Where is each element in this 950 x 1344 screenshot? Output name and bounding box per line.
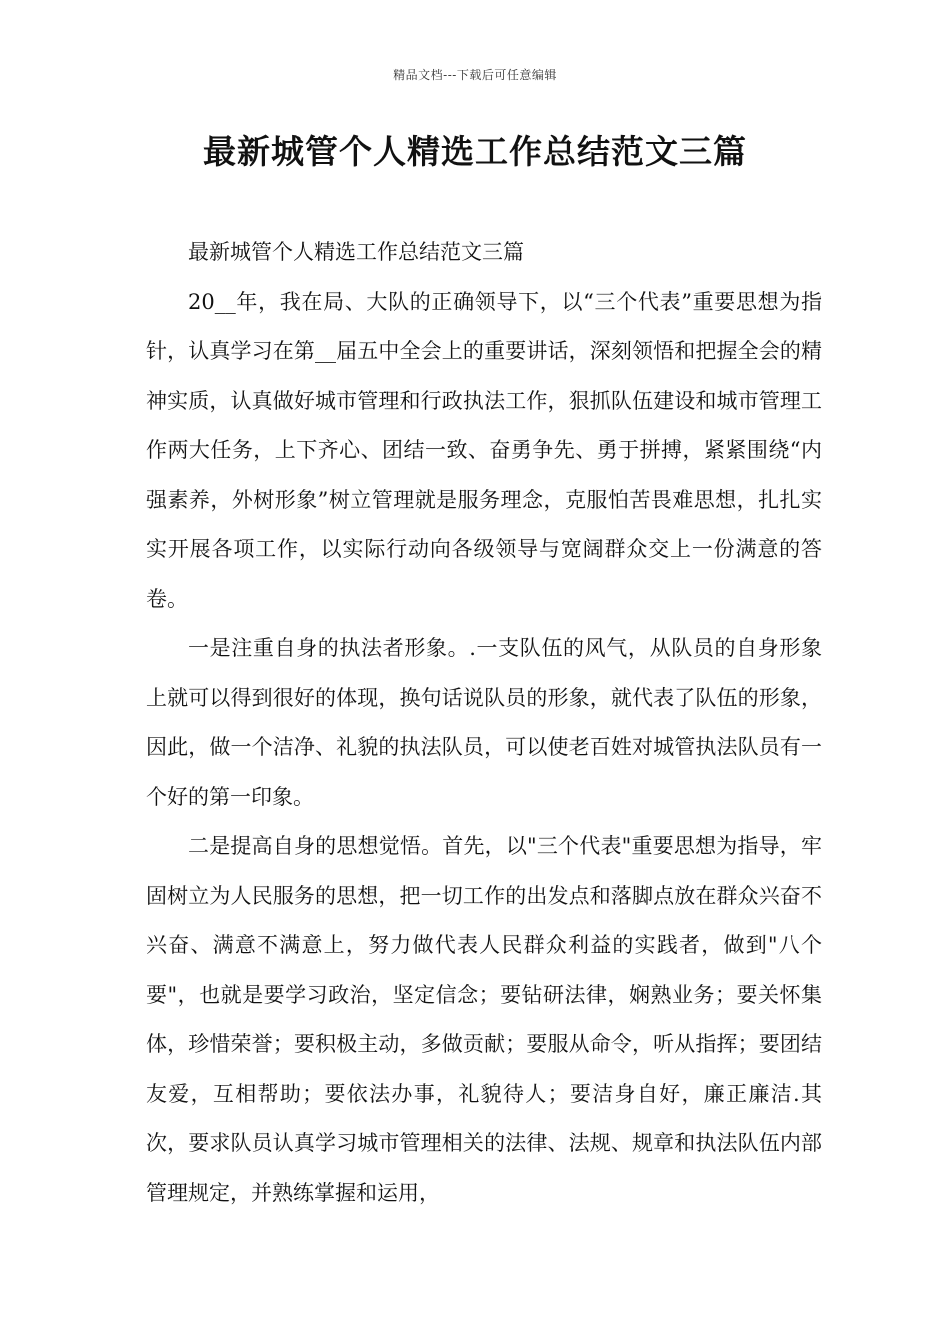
paragraph-point-one: 一是注重自身的执法者形象。.一支队伍的风气，从队员的自身形象上就可以得到很好的体现，换句话说队员的形象，就代表了队伍的形象，因此，做一个洁净、礼貌的执法队员，可以使老百姓对城管执法队员有一个好的第一印象。 (146, 636, 822, 809)
paragraph-point-two: 二是提高自身的思想觉悟。首先，以"三个代表"重要思想为指导，牢固树立为人民服务的思想，把一切工作的出发点和落脚点放在群众兴奋不兴奋、满意不满意上，努力做代表人民群众利益的实践者，做到"八个要"，也就是要学习政治，坚定信念；要钻研法律，娴熟业务；要关怀集体，珍惜荣誉；要积极主动，多做贡献；要服从命令，听从指挥；要团结友爱，互相帮助；要依法办事，礼貌待人；要洁身自好，廉正廉洁.其次，要求队员认真学习城市管理相关的法律、法规、规章和执法队伍内部管理规定，并熟练掌握和运用， (146, 834, 822, 1205)
document-body (146, 228, 822, 1218)
header-watermark: 精品文档---下载后可任意编辑 (393, 68, 557, 82)
document-title: 最新城管个人精选工作总结范文三篇 (203, 132, 747, 171)
paragraph-intro: 20__年，我在局、大队的正确领导下，以“三个代表”重要思想为指针，认真学习在第__届五中全会上的重要讲话，深刻领悟和把握全会的精神实质，认真做好城市管理和行政执法工作，狠抓队伍建设和城市管理工作两大任务，上下齐心、团结一致、奋勇争先、勇于拼搏，紧紧围绕“内强素养，外树形象”树立管理就是服务理念，克服怕苦畏难思想，扎扎实实开展各项工作，以实际行动向各级领导与宽阔群众交上一份满意的答卷。 (146, 289, 822, 611)
paragraph-subtitle: 最新城管个人精选工作总结范文三篇 (188, 240, 524, 264)
